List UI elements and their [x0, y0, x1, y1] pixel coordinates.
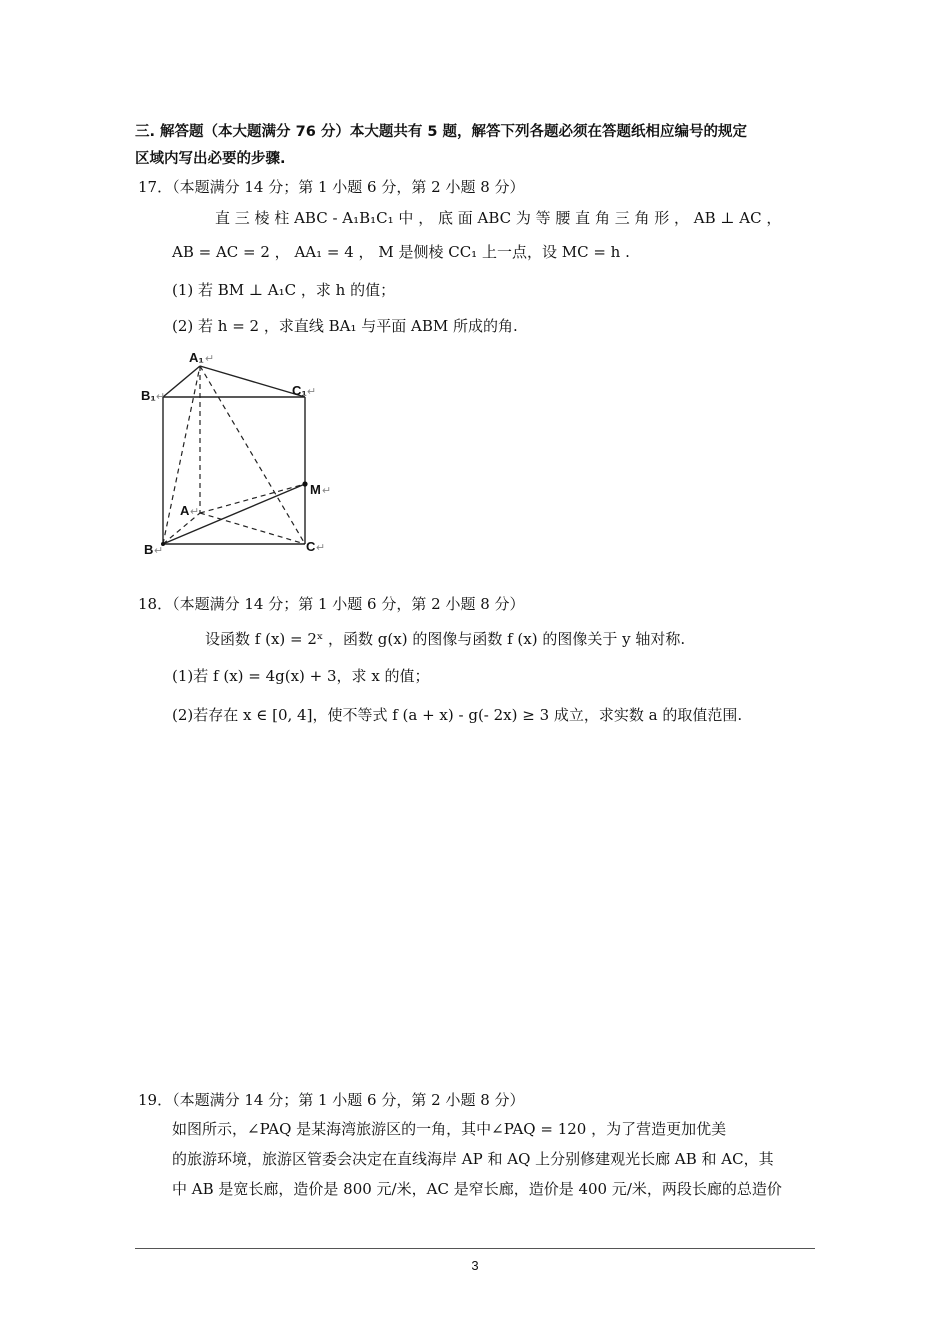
q18-part1: (1)若 f (x) = 4g(x) + 3，求 x 的值；	[172, 667, 430, 685]
q17-stem-line1: 直 三 棱 柱 ABC - A₁B₁C₁ 中 ， 底 面 ABC 为 等 腰 直 角 三 角 形 ， AB ⊥ AC ，	[215, 209, 782, 227]
q19-line1: 如图所示，∠PAQ 是某海湾旅游区的一角，其中∠PAQ = 120 ，为了营造更加优美	[172, 1120, 727, 1138]
q19-line2: 的旅游环境，旅游区管委会决定在直线海岸 AP 和 AQ 上分别修建观光长廊 AB 和 AC，其	[172, 1150, 774, 1168]
point-M	[302, 481, 307, 486]
label-B1: B₁	[141, 388, 156, 403]
q19-line3: 中 AB 是宽长廊，造价是 800 元/米，AC 是窄长廊，造价是 400 元/米，两段长廊的总造价	[172, 1180, 782, 1198]
q18-stem: 设函数 f (x) = 2ˣ ，函数 g(x) 的图像与函数 f (x) 的图像关于 y 轴对称.	[205, 630, 686, 648]
q17-part2: (2) 若 h = 2 ，求直线 BA₁ 与平面 ABM 所成的角.	[172, 317, 518, 335]
q17-stem-line2: AB = AC = 2 ， AA₁ = 4 ， M 是侧棱 CC₁ 上一点，设 MC = h .	[172, 243, 630, 261]
return-mark: ↵	[156, 391, 166, 403]
section-header-line1: 三. 解答题（本大题满分 76 分）本大题共有 5 题，解答下列各题必须在答题纸相应编号的规定	[135, 124, 748, 140]
footer-divider	[135, 1248, 815, 1249]
prism-figure	[135, 348, 365, 563]
q17-title: 17．（本题满分 14 分；第 1 小题 6 分，第 2 小题 8 分）	[138, 178, 525, 196]
label-C1: C₁	[292, 383, 307, 398]
return-mark: ↵	[316, 542, 326, 554]
q19-title: 19．（本题满分 14 分；第 1 小题 6 分，第 2 小题 8 分）	[138, 1091, 525, 1109]
label-A1: A₁	[189, 350, 204, 365]
q18-title: 18．（本题满分 14 分；第 1 小题 6 分，第 2 小题 8 分）	[138, 595, 525, 613]
return-mark: ↵	[322, 485, 332, 497]
section-header-line2: 区域内写出必要的步骤.	[135, 151, 286, 167]
return-mark: ↵	[154, 545, 164, 557]
label-M: M	[310, 482, 321, 497]
segment-AM	[200, 484, 305, 513]
return-mark: ↵	[307, 386, 317, 398]
q17-part1: (1) 若 BM ⊥ A₁C ，求 h 的值；	[172, 281, 396, 299]
page-number: 3	[471, 1258, 479, 1273]
return-mark: ↵	[190, 506, 200, 518]
label-C: C	[306, 539, 316, 554]
return-mark: ↵	[205, 353, 215, 365]
label-B: B	[144, 542, 154, 557]
label-A: A	[180, 503, 190, 518]
q18-part2: (2)若存在 x ∈ [0, 4]，使不等式 f (a + x) - g(- 2x) ≥ 3 成立，求实数 a 的取值范围.	[172, 706, 743, 724]
